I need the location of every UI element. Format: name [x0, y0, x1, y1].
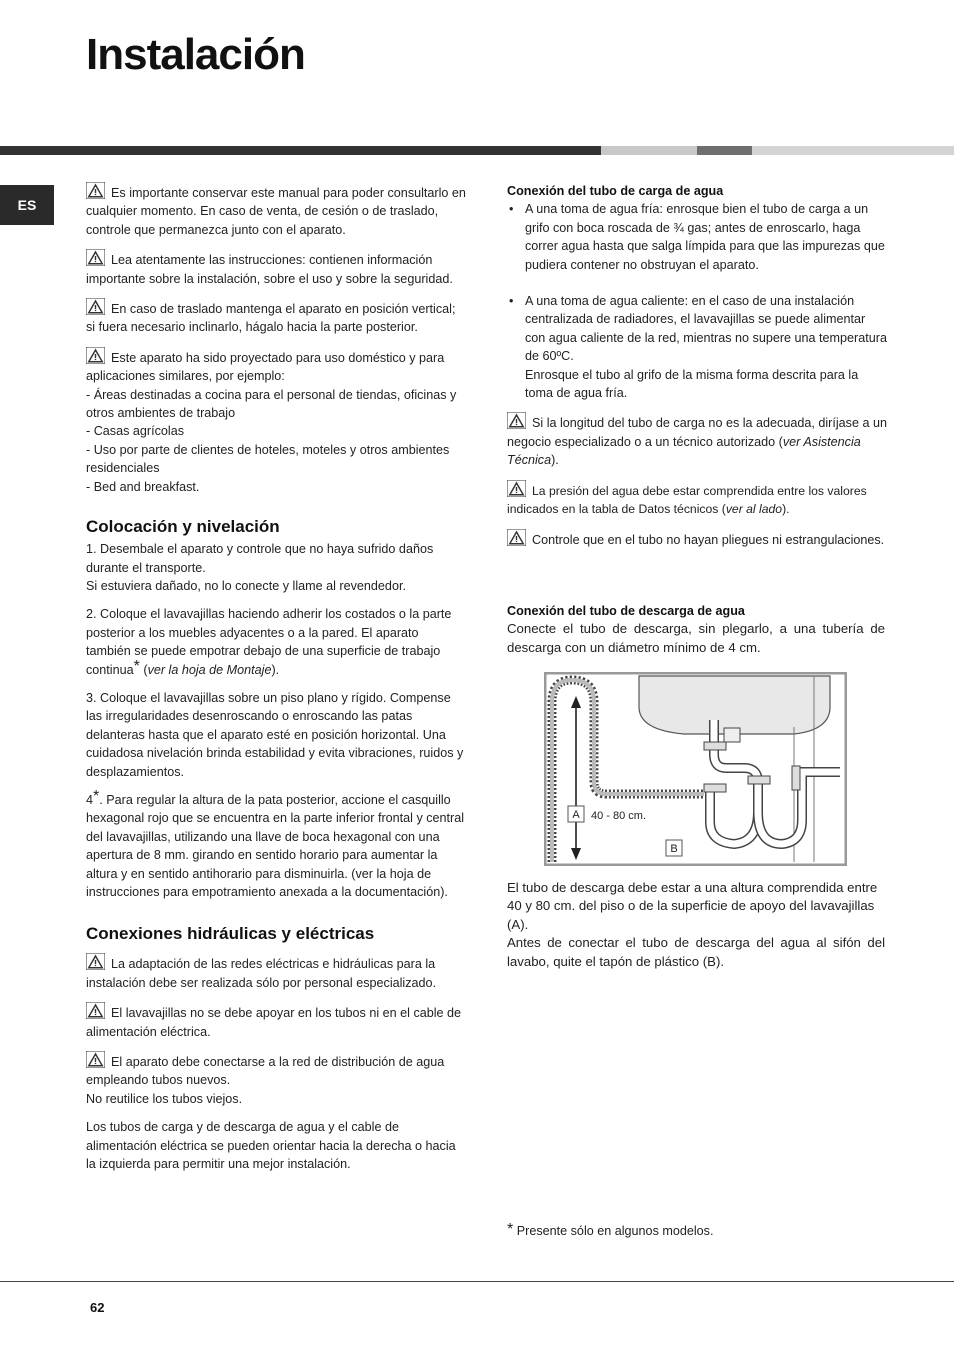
descarga-section [507, 602, 885, 667]
pipe-fitting [792, 766, 800, 790]
warning-icon [86, 249, 105, 266]
label-b: B [670, 843, 678, 855]
warning-icon [86, 347, 105, 364]
step-2: 2. Coloque el lavavajillas haciendo adherir los costados o la parte posterior a los muebles adyacentes o a la pared. El aparato también se puede empotrar debajo de una superficie de trabajo continua* (ver la hoja de Montaje). [86, 607, 452, 677]
warning-icon [507, 529, 526, 546]
usage-item: - Casas agrícolas [86, 424, 184, 439]
usage-item: - Áreas destinadas a cocina para el personal de tiendas, oficinas y otros ambientes de trabajo [86, 387, 457, 421]
asterisk: * [93, 787, 100, 805]
label-a: A [572, 809, 580, 821]
usage-item: - Bed and breakfast. [86, 479, 200, 494]
descarga-intro: Conecte el tubo de descarga, sin plegarlo, a una tubería de descarga con un diámetro mínimo de 4 cm. [507, 621, 885, 655]
orientation-paragraph: Los tubos de carga y de descarga de agua y el cable de alimentación eléctrica se pueden orientar hacia la derecha o hacia la izquierda para permitir una mejor instalación. [86, 1120, 456, 1172]
descarga-notes [507, 879, 885, 971]
page-title: Instalación [86, 30, 305, 79]
carga-list [507, 200, 887, 402]
left-column [86, 182, 466, 1183]
pipe-fitting [704, 784, 726, 792]
warning-icon [86, 953, 105, 970]
warning-paragraph: Si la longitud del tubo de carga no es la adecuada, diríjase a un negocio especializado o a un técnico autorizado (ver Asistencia Técnica). [507, 412, 887, 469]
step-1: 1. Desembale el aparato y controle que no haya sufrido daños durante el transporte. Si estuviera dañado, no lo conecte y llame al revendedor. [86, 542, 434, 593]
warning-paragraph: La presión del agua debe estar comprendida entre los valores indicados en la tabla de Datos técnicos (ver al lado). [507, 480, 887, 519]
section-heading-conexiones: Conexiones hidráulicas y eléctricas [86, 924, 375, 944]
warning-paragraph: Es importante conservar este manual para poder consultarlo en cualquier momento. En caso de venta, de cesión o de traslado, controle que permanezca junto con el aparato. [86, 182, 466, 239]
list-item: • A una toma de agua fría: enrosque bien el tubo de carga a un grifo con boca roscada de ¾ gas; antes de enroscarlo, haga correr agua hasta que salga límpida para que las impurezas que pudiera contener no obstruyan el aparato. [507, 200, 887, 274]
warning-icon [86, 182, 105, 199]
header-band-light-end [752, 146, 954, 155]
height-note: El tubo de descarga debe estar a una altura comprendida entre 40 y 80 cm. del piso o de la superficie de apoyo del lavavajillas (A). [507, 880, 878, 932]
warning-paragraph: La adaptación de las redes eléctricas e hidráulicas para la instalación debe ser realizada sólo por personal especializado. [86, 953, 466, 992]
list-item: • A una toma de agua caliente: en el caso de una instalación centralizada de radiadores, el lavavajillas se puede alimentar con agua caliente de la red, mientras no supere una temperatura de 60ºC. Enrosque el tubo al grifo de la misma forma descrita para la toma de agua fría. [507, 292, 887, 402]
warning-paragraph: En caso de traslado mantenga el aparato en posición vertical; si fuera necesario inclinarlo, hágalo hacia la parte posterior. [86, 298, 466, 337]
asterisk: * [133, 657, 140, 675]
header-band-mid [697, 146, 752, 155]
sink-basin [639, 676, 830, 734]
page-number: 62 [90, 1300, 105, 1315]
warning-icon [507, 480, 526, 497]
footer-rule [0, 1281, 954, 1282]
warning-paragraph: El aparato debe conectarse a la red de distribución de agua empleando tubos nuevos. No reutilice los tubos viejos. [86, 1051, 466, 1108]
pipe-fitting [704, 742, 726, 750]
subheading-carga: Conexión del tubo de carga de agua [507, 184, 724, 198]
step-3: 3. Coloque el lavavajillas sobre un piso plano y rígido. Compense las irregularidades desenroscando o enroscando las patas delanteras hasta que el aparato esté en posición horizontal. Una cuidadosa nivelación brinda estabilidad y evita vibraciones, ruidos y desplazamientos. [86, 690, 464, 779]
warning-paragraph: Controle que en el tubo no hayan pliegues ni estrangulaciones. [507, 529, 887, 549]
section-heading-colocacion: Colocación y nivelación [86, 517, 280, 537]
drain-hose-diagram [544, 672, 847, 866]
asterisk: * [507, 1221, 514, 1238]
usage-item: - Uso por parte de clientes de hoteles, moteles y otros ambientes residenciales [86, 442, 450, 476]
warning-paragraph: Este aparato ha sido proyectado para uso doméstico y para aplicaciones similares, por ejemplo: - Áreas destinadas a cocina para el personal de tiendas, oficinas y otros ambientes de trabajo - Casas agrícolas - Uso por parte de clientes de hoteles, moteles y otros ambientes residenciales - Bed and breakfast. [86, 347, 466, 496]
warning-icon [86, 1051, 105, 1068]
header-band-dark [0, 146, 601, 155]
warning-paragraph: Lea atentamente las instrucciones: contienen información importante sobre la instalación, sobre el uso y sobre la seguridad. [86, 249, 466, 288]
plug-note: Antes de conectar el tubo de descarga del agua al sifón del lavabo, quite el tapón de plástico (B). [507, 935, 885, 969]
warning-icon [86, 298, 105, 315]
subheading-descarga: Conexión del tubo de descarga de agua [507, 604, 745, 618]
pipe-fitting [724, 728, 740, 742]
language-tab: ES [0, 185, 54, 225]
right-column [507, 182, 887, 559]
warning-paragraph: El lavavajillas no se debe apoyar en los tubos ni en el cable de alimentación eléctrica. [86, 1002, 466, 1041]
height-range-label: 40 - 80 cm. [591, 810, 647, 822]
warning-icon [86, 1002, 105, 1019]
header-band-light [601, 146, 697, 155]
step-4: 4*. Para regular la altura de la pata posterior, accione el casquillo hexagonal rojo que se encuentra en la parte inferior frontal y central del lavavajillas, utilizando una llave de boca hexagonal con una apertura de 8 mm. girando en sentido horario para aumentar la altura y en sentido antihorario para disminuirla. (ver la hoja de instrucciones para empotramiento anexada a la documentación). [86, 787, 465, 899]
pipe-fitting [748, 776, 770, 784]
warning-icon [507, 412, 526, 429]
footnote: * Presente sólo en algunos modelos. [507, 1221, 714, 1238]
